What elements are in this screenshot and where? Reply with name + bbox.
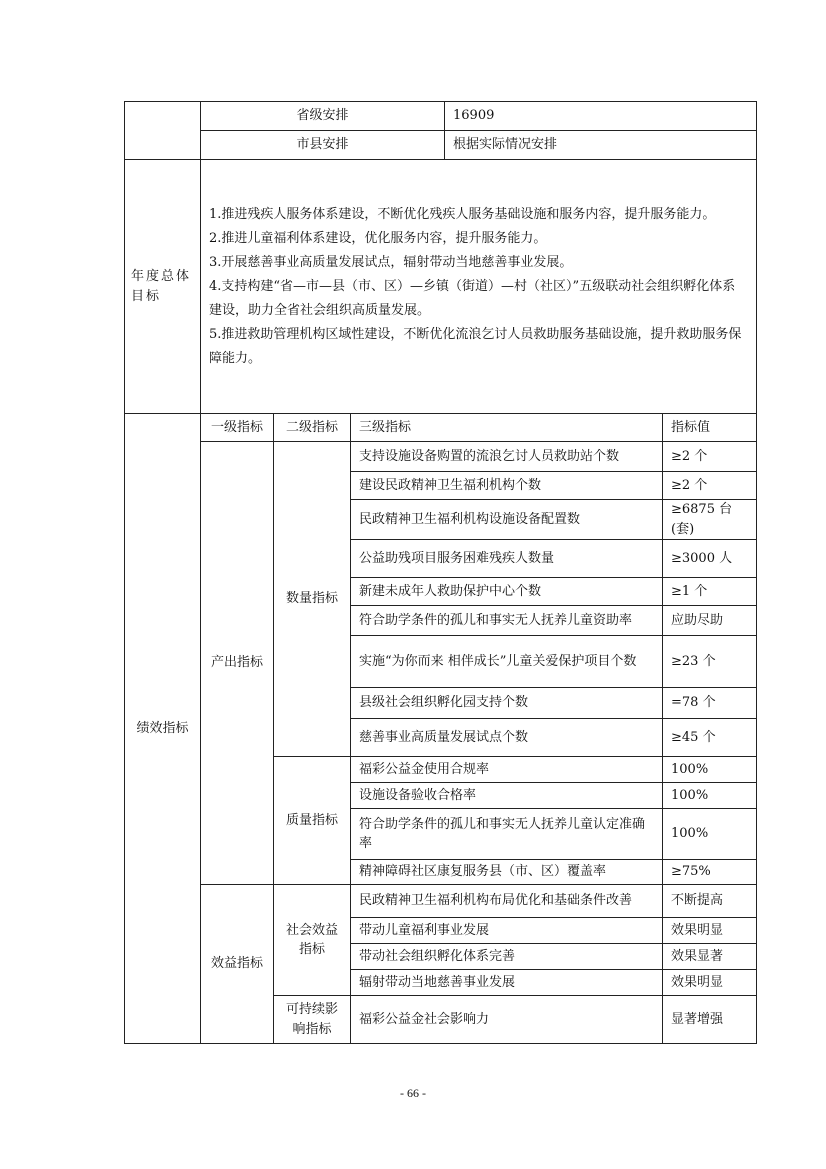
level1-benefit: 效益指标	[201, 885, 274, 1044]
goals-row	[125, 160, 757, 414]
indicator-value: ≥45 个	[663, 719, 757, 757]
goal-item: 5.推进救助管理机构区域性建设，不断优化流浪乞讨人员救助服务基础设施，提升救助服务保障能力。	[209, 326, 742, 366]
indicator-value: 显著增强	[663, 996, 757, 1044]
indicator-name: 设施设备验收合格率	[351, 783, 663, 809]
indicator-value: 效果显著	[663, 944, 757, 970]
budget-value: 根据实际情况安排	[445, 131, 757, 160]
header-level1: 一级指标	[201, 414, 274, 442]
level1-output: 产出指标	[201, 442, 274, 885]
indicator-value: 应助尽助	[663, 606, 757, 636]
header-value: 指标值	[663, 414, 757, 442]
indicator-header-row	[125, 414, 757, 442]
indicator-value: 不断提高	[663, 885, 757, 918]
budget-row	[125, 102, 757, 131]
level2-quality: 质量指标	[274, 757, 351, 885]
header-level3: 三级指标	[351, 414, 663, 442]
level2-quantity: 数量指标	[274, 442, 351, 757]
level2-social: 社会效益指标	[274, 885, 351, 996]
indicator-value: 100%	[663, 757, 757, 783]
indicator-name: 慈善事业高质量发展试点个数	[351, 719, 663, 757]
indicator-name: 公益助残项目服务困难残疾人数量	[351, 540, 663, 578]
indicator-name: 符合助学条件的孤儿和事实无人抚养儿童认定准确率	[351, 809, 663, 860]
budget-value: 16909	[445, 102, 757, 131]
level2-sustain: 可持续影响指标	[274, 996, 351, 1044]
indicator-name: 支持设施设备购置的流浪乞讨人员救助站个数	[351, 442, 663, 472]
page-number: - 66 -	[400, 1086, 426, 1100]
goals-label: 年度总体目标	[125, 160, 201, 414]
indicator-row	[125, 885, 757, 918]
indicator-value: ≥2 个	[663, 442, 757, 472]
budget-row	[125, 131, 757, 160]
goals-content	[201, 160, 757, 414]
indicator-name: 建设民政精神卫生福利机构个数	[351, 472, 663, 500]
indicator-value: 100%	[663, 783, 757, 809]
indicator-value: ≥2 个	[663, 472, 757, 500]
indicator-row	[125, 442, 757, 472]
indicator-value: ≥75%	[663, 860, 757, 885]
header-level2: 二级指标	[274, 414, 351, 442]
indicator-value: 100%	[663, 809, 757, 860]
performance-table	[124, 101, 757, 1044]
indicator-value: ≥3000 人	[663, 540, 757, 578]
indicator-value: ≥1 个	[663, 578, 757, 606]
indicator-name: 辐射带动当地慈善事业发展	[351, 970, 663, 996]
indicator-value: ≥6875 台(套)	[663, 500, 757, 540]
indicator-value: 效果明显	[663, 918, 757, 944]
indicator-name: 民政精神卫生福利机构设施设备配置数	[351, 500, 663, 540]
budget-blank-cell	[125, 102, 201, 160]
indicator-name: 带动儿童福利事业发展	[351, 918, 663, 944]
goal-item: 1.推进残疾人服务体系建设，不断优化残疾人服务基础设施和服务内容，提升服务能力。	[209, 206, 716, 222]
budget-label: 市县安排	[201, 131, 445, 160]
indicator-value: ≥23 个	[663, 636, 757, 688]
budget-label: 省级安排	[201, 102, 445, 131]
indicator-name: 符合助学条件的孤儿和事实无人抚养儿童资助率	[351, 606, 663, 636]
perf-label: 绩效指标	[125, 414, 201, 1044]
indicator-value: =78 个	[663, 688, 757, 719]
indicator-name: 新建未成年人救助保护中心个数	[351, 578, 663, 606]
indicator-value: 效果明显	[663, 970, 757, 996]
indicator-name: 县级社会组织孵化园支持个数	[351, 688, 663, 719]
indicator-name: 精神障碍社区康复服务县（市、区）覆盖率	[351, 860, 663, 885]
goal-item: 2.推进儿童福利体系建设，优化服务内容，提升服务能力。	[209, 230, 547, 246]
indicator-name: 民政精神卫生福利机构布局优化和基础条件改善	[351, 885, 663, 918]
indicator-name: 福彩公益金使用合规率	[351, 757, 663, 783]
goal-item: 3.开展慈善事业高质量发展试点，辐射带动当地慈善事业发展。	[209, 254, 573, 270]
indicator-name: 福彩公益金社会影响力	[351, 996, 663, 1044]
indicator-name: 实施“为你而来 相伴成长”儿童关爱保护项目个数	[351, 636, 663, 688]
goal-item: 4.支持构建“省—市—县（市、区）—乡镇（街道）—村（社区）”五级联动社会组织孵化体系建设，助力全省社会组织高质量发展。	[209, 278, 736, 318]
indicator-name: 带动社会组织孵化体系完善	[351, 944, 663, 970]
